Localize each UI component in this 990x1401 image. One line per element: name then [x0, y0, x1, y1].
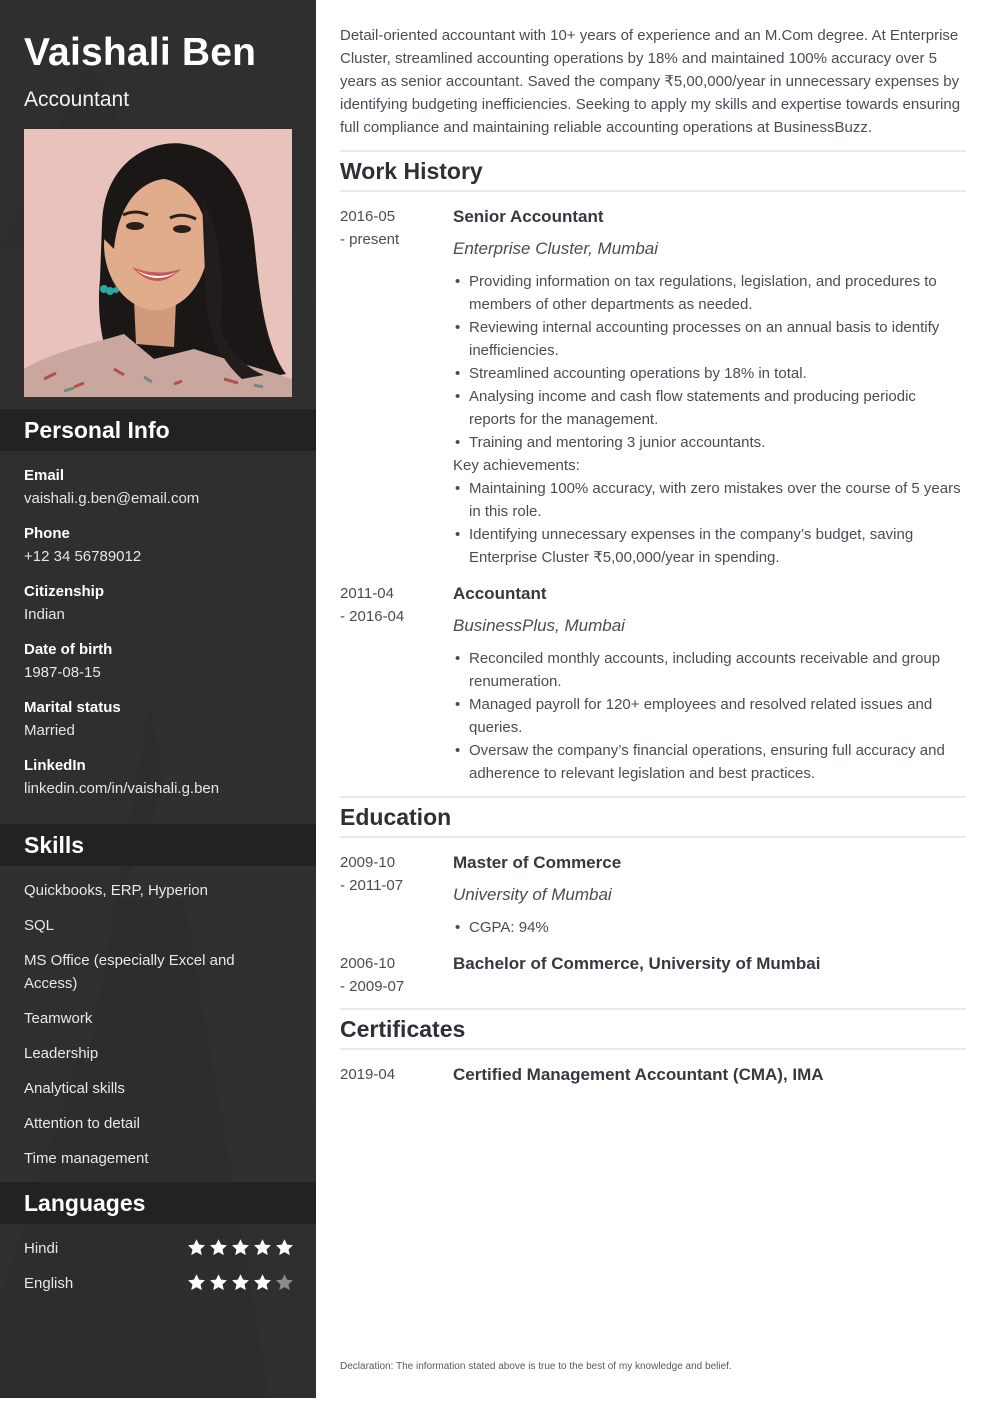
- dob-value: 1987-08-15: [24, 664, 101, 681]
- key-achievements-label: Key achievements:: [453, 457, 580, 474]
- achievement-bullet: • Maintaining 100% accuracy, with zero mistakes over the course of 5 years in this role.: [453, 477, 966, 523]
- certificates-heading: Certificates: [340, 1016, 466, 1042]
- education-date-start: 2009-10: [340, 854, 396, 871]
- job-bullets: [453, 647, 966, 785]
- phone-label: Phone: [24, 525, 70, 542]
- skill-item: SQL: [24, 917, 55, 934]
- star-filled-icon: [275, 1238, 294, 1257]
- job-date-start: 2016-05: [340, 208, 396, 225]
- star-filled-icon: [209, 1273, 228, 1292]
- job-bullet: • Training and mentoring 3 junior accountants.: [453, 431, 966, 454]
- job-bullet: • Streamlined accounting operations by 18% in total.: [453, 362, 966, 385]
- section-divider: [340, 1048, 966, 1050]
- linkedin-label: LinkedIn: [24, 757, 86, 774]
- language-name-hindi: Hindi: [24, 1240, 59, 1257]
- star-filled-icon: [253, 1238, 272, 1257]
- star-empty-icon: [275, 1273, 294, 1292]
- job-company: BusinessPlus, Mumbai: [453, 616, 625, 635]
- citizenship-value: Indian: [24, 606, 65, 623]
- section-divider: [340, 150, 966, 152]
- personal-info-heading: Personal Info: [0, 409, 316, 451]
- skill-item: Analytical skills: [24, 1080, 125, 1097]
- language-name-english: English: [24, 1275, 74, 1292]
- job-role: Accountant: [453, 584, 547, 603]
- job-bullets: [453, 270, 966, 569]
- star-filled-icon: [187, 1238, 206, 1257]
- star-filled-icon: [231, 1238, 250, 1257]
- achievement-bullet: • Identifying unnecessary expenses in the company’s budget, saving Enterprise Cluster ₹5,00,000/year in spending.: [453, 523, 966, 569]
- candidate-name: Vaishali Ben: [24, 31, 257, 74]
- phone-value[interactable]: +12 34 56789012: [24, 548, 142, 565]
- job-bullet: • Reviewing internal accounting processes on an annual basis to identify inefficiencies.: [453, 316, 966, 362]
- sidebar: [0, 0, 316, 1398]
- candidate-title: Accountant: [24, 88, 130, 111]
- job-bullet: • Analysing income and cash flow statements and producing periodic reports for the management.: [453, 385, 966, 431]
- skill-item: Teamwork: [24, 1010, 93, 1027]
- email-label: Email: [24, 467, 65, 484]
- skills-heading: Skills: [0, 824, 316, 866]
- skill-item: Time management: [24, 1150, 149, 1167]
- language-rating-hindi: [187, 1238, 294, 1257]
- skill-item: Attention to detail: [24, 1115, 140, 1132]
- citizenship-label: Citizenship: [24, 583, 105, 600]
- education-date-end: - 2009-07: [340, 978, 405, 995]
- languages-heading: Languages: [0, 1182, 316, 1224]
- section-divider: [340, 190, 966, 192]
- education-bullets: [453, 916, 966, 939]
- certificate-date: 2019-04: [340, 1066, 396, 1083]
- job-bullet: • Oversaw the company’s financial operations, ensuring full accuracy and adherence to relevant legislation and best practices.: [453, 739, 966, 785]
- portrait-illustration: [24, 129, 292, 397]
- linkedin-link[interactable]: linkedin.com/in/vaishali.g.ben: [24, 780, 220, 797]
- language-rating-english: [187, 1273, 294, 1292]
- marital-status-label: Marital status: [24, 699, 121, 716]
- marital-status-value: Married: [24, 722, 75, 739]
- skill-item: Leadership: [24, 1045, 99, 1062]
- education-school: University of Mumbai: [453, 885, 612, 904]
- skill-item: Quickbooks, ERP, Hyperion: [24, 882, 208, 899]
- star-filled-icon: [253, 1273, 272, 1292]
- section-divider: [340, 1008, 966, 1010]
- star-filled-icon: [231, 1273, 250, 1292]
- section-divider: [340, 796, 966, 798]
- certificate-name: Certified Management Accountant (CMA), IMA: [453, 1065, 824, 1084]
- education-heading: Education: [340, 804, 452, 830]
- dob-label: Date of birth: [24, 641, 113, 658]
- star-filled-icon: [187, 1273, 206, 1292]
- star-filled-icon: [209, 1238, 228, 1257]
- job-date-end: - present: [340, 231, 400, 248]
- section-divider: [340, 836, 966, 838]
- job-date-end: - 2016-04: [340, 608, 405, 625]
- education-bullet: • CGPA: 94%: [453, 916, 966, 939]
- work-history-heading: Work History: [340, 158, 483, 184]
- profile-photo: [24, 129, 292, 397]
- professional-summary: Detail-oriented accountant with 10+ years of experience and an M.Com degree. At Enterprise Cluster, streamlined accounting operations by 18% and maintained 100% accuracy over 5 years as senior accountant. Saved the company ₹5,00,000/year in unnecessary expenses by identifying budgeting inefficiencies. Seeking to apply my skills and expertise towards ensuring full compliance and maintaining reliable accounting operations at BusinessBuzz.: [340, 27, 961, 136]
- job-role: Senior Accountant: [453, 207, 604, 226]
- declaration: Declaration: The information stated above is true to the best of my knowledge and belief.: [340, 1361, 732, 1372]
- job-bullet: • Managed payroll for 120+ employees and resolved related issues and queries.: [453, 693, 966, 739]
- education-degree: Bachelor of Commerce, University of Mumbai: [453, 954, 821, 973]
- education-degree: Master of Commerce: [453, 853, 622, 872]
- education-date-start: 2006-10: [340, 955, 396, 972]
- job-bullet: • Providing information on tax regulations, legislation, and procedures to members of other departments as needed.: [453, 270, 966, 316]
- job-company: Enterprise Cluster, Mumbai: [453, 239, 659, 258]
- job-date-start: 2011-04: [340, 585, 394, 602]
- email-value[interactable]: vaishali.g.ben@email.com: [24, 490, 200, 507]
- education-date-end: - 2011-07: [340, 877, 404, 894]
- skill-item: MS Office (especially Excel and Access): [24, 952, 235, 992]
- job-bullet: • Reconciled monthly accounts, including accounts receivable and group renumeration.: [453, 647, 966, 693]
